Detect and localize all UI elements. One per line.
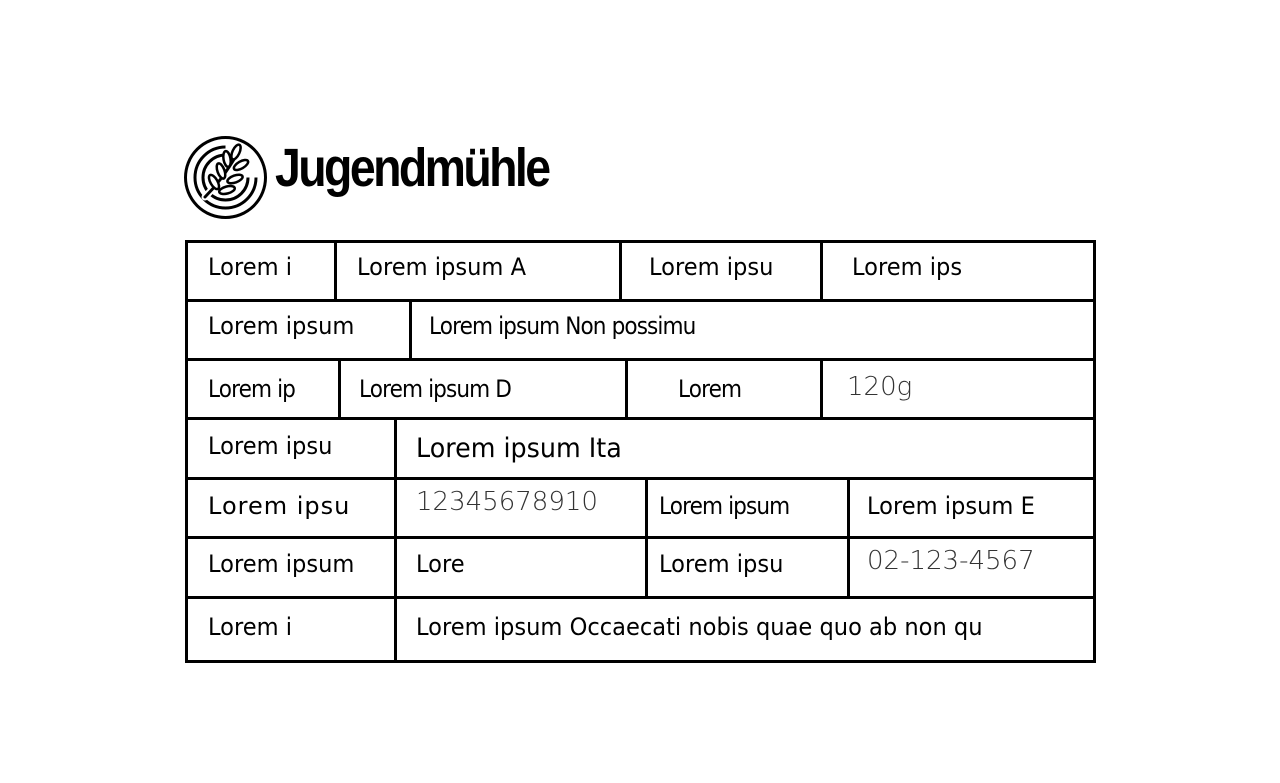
column-divider xyxy=(645,477,648,599)
table-cell: Lorem ipsu xyxy=(208,432,333,460)
row-divider xyxy=(185,596,1096,599)
table-cell: Lorem i xyxy=(208,253,293,281)
table-cell: Lorem ip xyxy=(208,375,295,403)
table-cell: 02-123-4567 xyxy=(867,546,1035,576)
table-cell: Lorem ipsu xyxy=(208,492,351,520)
table-cell: 120g xyxy=(847,372,913,402)
column-divider xyxy=(334,240,337,302)
wheat-sprig-circle-icon xyxy=(183,135,268,220)
table-cell: Lorem ipsum Ita xyxy=(416,433,622,464)
table-cell: Lorem xyxy=(678,375,742,403)
table-cell: Lorem ips xyxy=(852,253,963,281)
column-divider xyxy=(338,358,341,420)
column-divider xyxy=(847,477,850,599)
table-cell: Lorem ipsum xyxy=(659,492,790,520)
table-cell: Lorem ipsum E xyxy=(867,492,1035,520)
table-cell: Lorem i xyxy=(208,613,293,641)
table-cell: Lore xyxy=(416,550,465,578)
table-cell: Lorem ipsum A xyxy=(357,253,527,281)
column-divider xyxy=(619,240,622,302)
column-divider xyxy=(394,417,397,663)
brand-name: Jugendmühle xyxy=(275,138,549,198)
table-cell: Lorem ipsu xyxy=(659,550,784,578)
row-divider xyxy=(185,299,1096,302)
row-divider xyxy=(185,477,1096,480)
column-divider xyxy=(820,358,823,420)
column-divider xyxy=(625,358,628,420)
table-cell: Lorem ipsu xyxy=(649,253,774,281)
table-cell: Lorem ipsum Occaecati nobis quae quo ab non qu xyxy=(416,613,983,641)
table-cell: Lorem ipsum xyxy=(208,550,355,578)
row-divider xyxy=(185,417,1096,420)
table-cell: Lorem ipsum D xyxy=(359,375,511,403)
info-table xyxy=(185,240,1096,663)
table-cell: 12345678910 xyxy=(416,487,598,517)
table-cell: Lorem ipsum Non possimu xyxy=(429,312,696,340)
table-cell: Lorem ipsum xyxy=(208,312,355,340)
row-divider xyxy=(185,536,1096,539)
row-divider xyxy=(185,358,1096,361)
column-divider xyxy=(409,299,412,361)
column-divider xyxy=(820,240,823,302)
